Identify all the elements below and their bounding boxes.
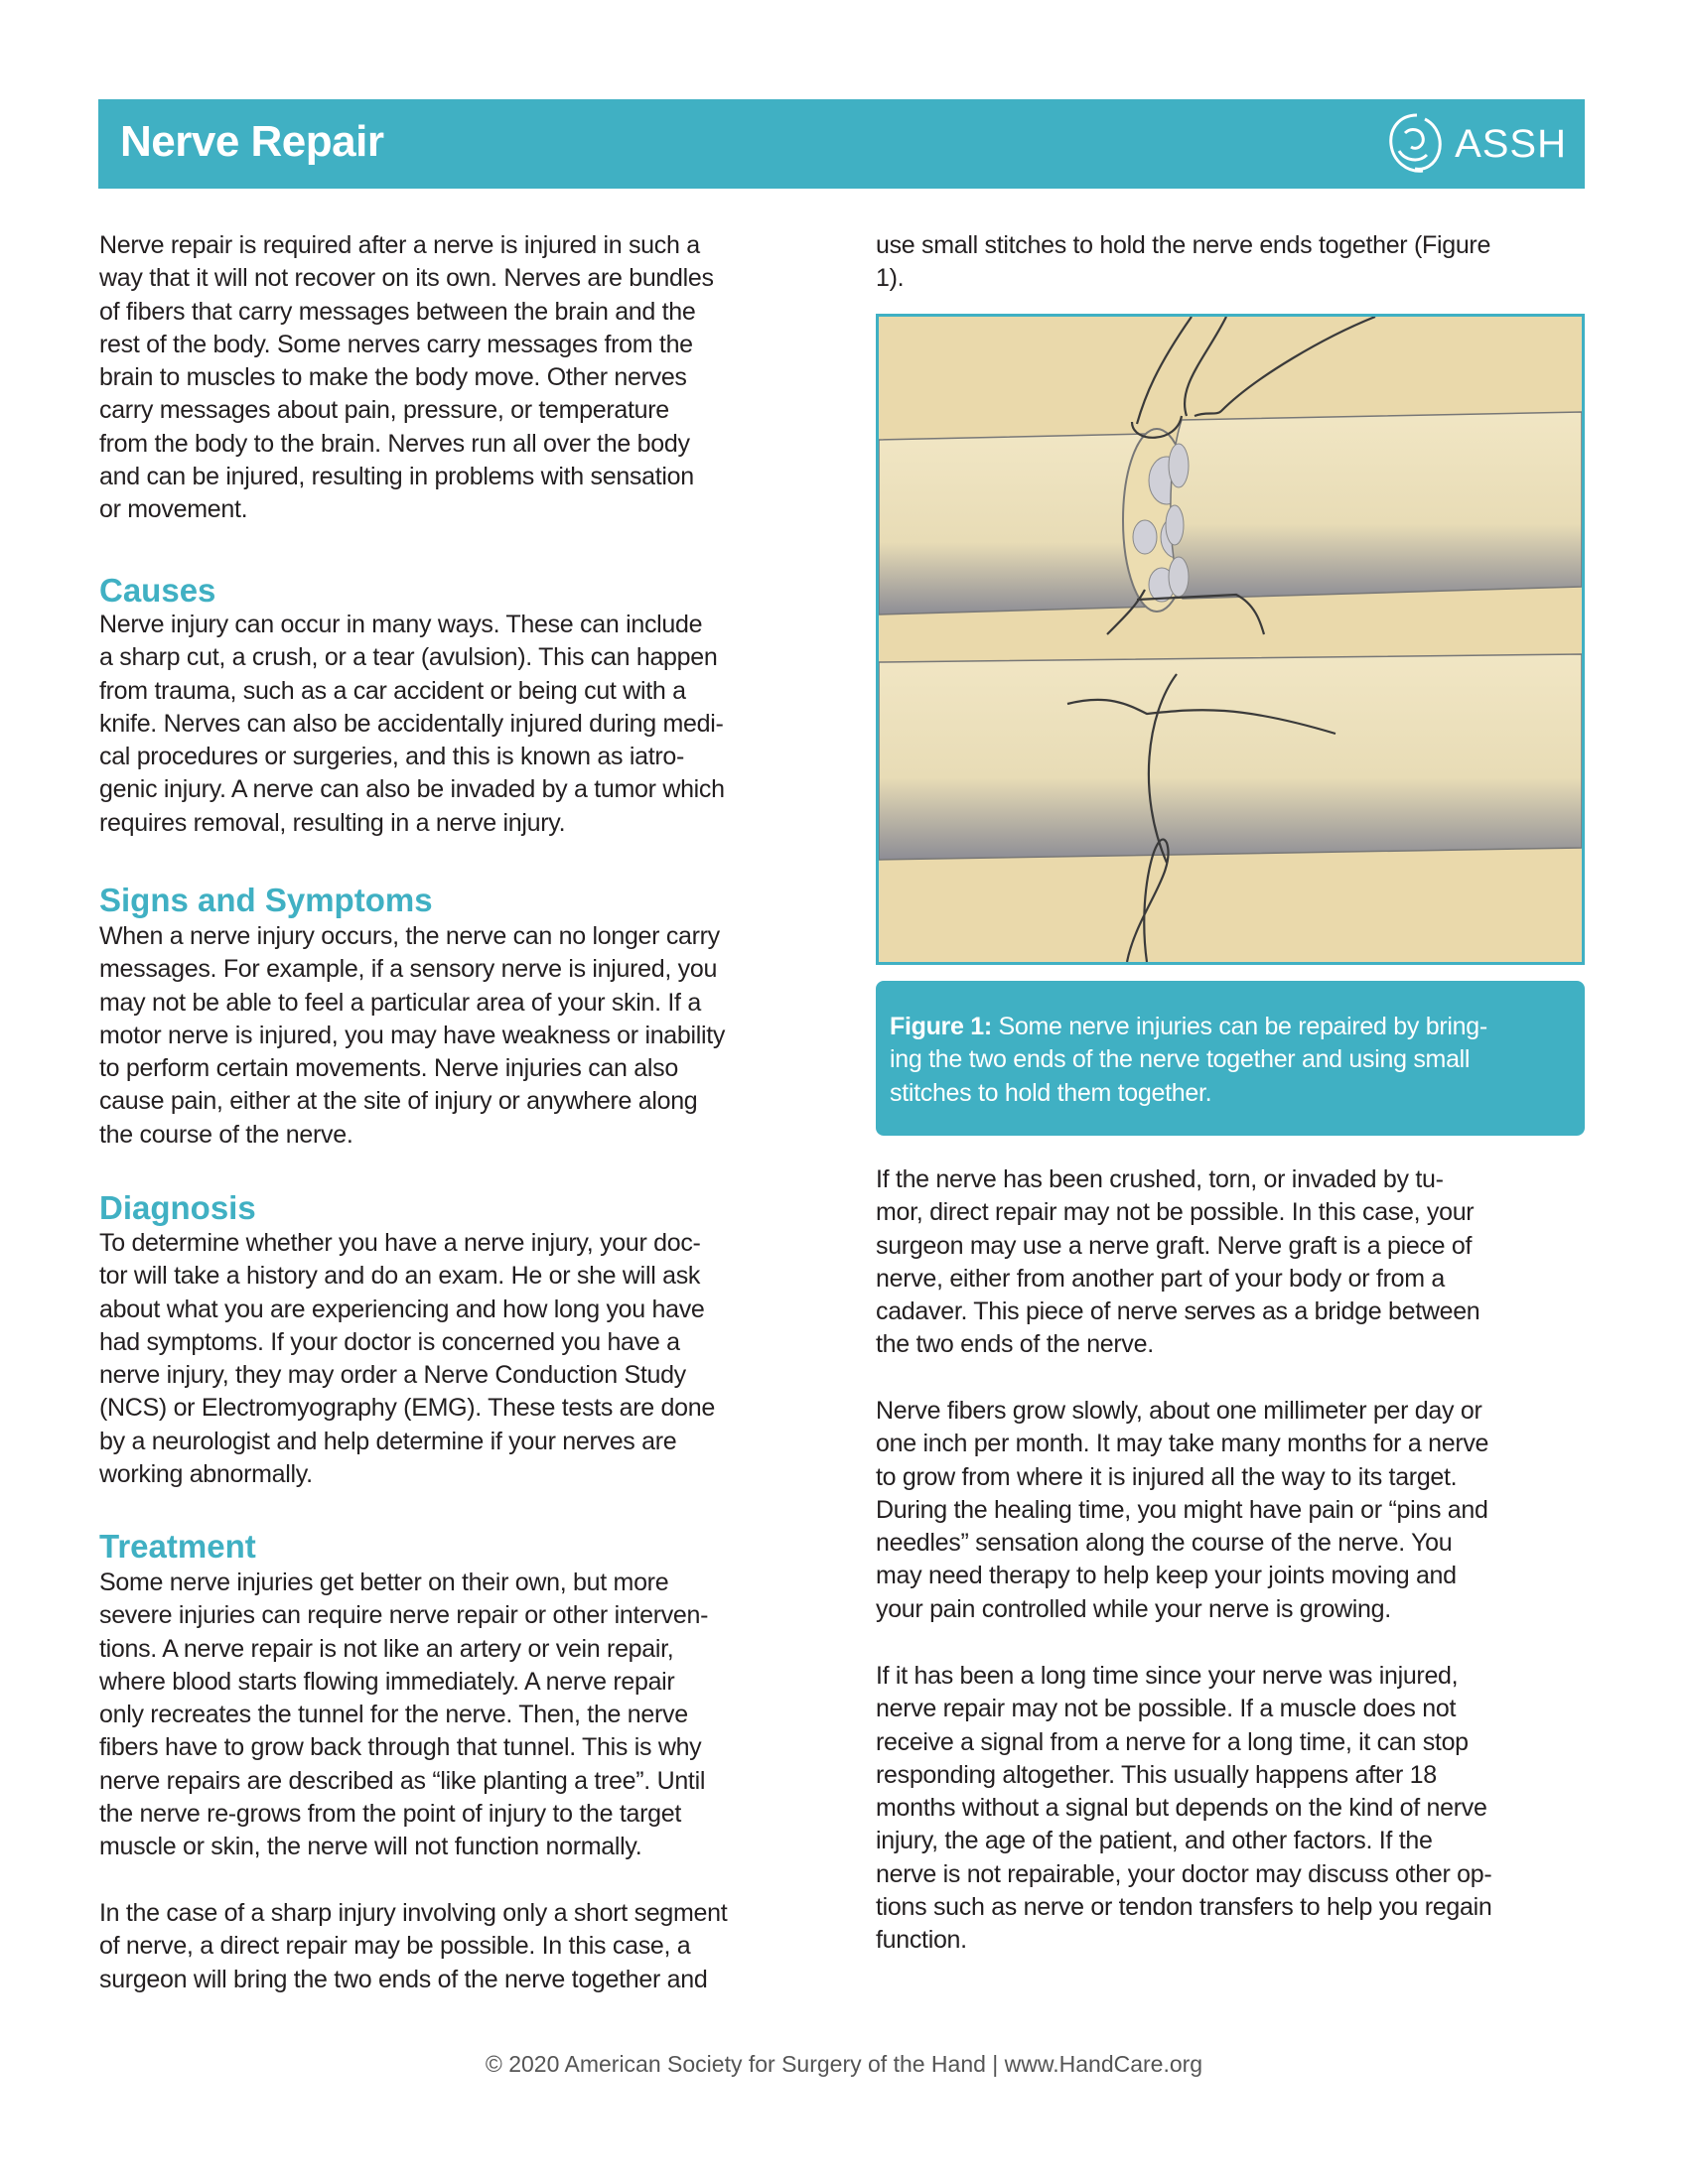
- text-line: severe injuries can require nerve repair or other interven-: [99, 1601, 709, 1630]
- text-line: or movement.: [99, 495, 248, 524]
- text-line: responding altogether. This usually happens after 18: [876, 1760, 1437, 1789]
- causes-paragraph: [99, 609, 725, 840]
- text-line: nerve, either from another part of your body or from a: [876, 1264, 1445, 1293]
- assh-swirl-icon: [1385, 111, 1449, 177]
- text-line: When a nerve injury occurs, the nerve can no longer carry: [99, 922, 720, 950]
- text-line: from the body to the brain. Nerves run all over the body: [99, 429, 690, 458]
- text-line: working abnormally.: [99, 1460, 313, 1489]
- text-line: the nerve re-grows from the point of injury to the target: [99, 1800, 681, 1829]
- nerve-left-end: [879, 434, 1155, 614]
- text-line: and can be injured, resulting in problems with sensation: [99, 463, 694, 491]
- text-line: tions such as nerve or tendon transfers to help you regain: [876, 1893, 1492, 1922]
- text-line: your pain controlled while your nerve is growing.: [876, 1594, 1391, 1623]
- heading-signs-symptoms: Signs and Symptoms: [99, 882, 433, 918]
- text-line: nerve repair may not be possible. If a muscle does not: [876, 1695, 1457, 1723]
- text-line: genic injury. A nerve can also be invaded by a tumor which: [99, 775, 725, 804]
- sutures: [1067, 317, 1375, 962]
- caption-line: ing the two ends of the nerve together and using small: [890, 1045, 1471, 1074]
- page-title: Nerve Repair: [120, 117, 384, 166]
- text-line: one inch per month. It may take many months for a nerve: [876, 1430, 1489, 1458]
- text-line: use small stitches to hold the nerve ends together (Figure: [876, 231, 1491, 259]
- text-line: had symptoms. If your doctor is concerned you have a: [99, 1327, 680, 1356]
- text-line: mor, direct repair may not be possible. In this case, your: [876, 1198, 1475, 1227]
- text-line: motor nerve is injured, you may have weakness or inability: [99, 1021, 726, 1049]
- text-line: receive a signal from a nerve for a long time, it can stop: [876, 1727, 1469, 1756]
- text-line: by a neurologist and help determine if your nerves are: [99, 1427, 677, 1455]
- treatment-paragraph: [99, 1567, 708, 1864]
- nerve-repaired: [879, 654, 1582, 860]
- text-line: nerve injury, they may order a Nerve Conduction Study: [99, 1361, 686, 1390]
- footer-copyright: © 2020 American Society for Surgery of the Hand | www.HandCare.org: [485, 2051, 1203, 2077]
- heading-causes: Causes: [99, 572, 216, 609]
- text-line: rest of the body. Some nerves carry messages from the: [99, 330, 693, 358]
- text-line: from trauma, such as a car accident or being cut with a: [99, 676, 686, 705]
- text-line: In the case of a sharp injury involving only a short segment: [99, 1899, 728, 1927]
- text-line: to grow from where it is injured all the way to its target.: [876, 1462, 1458, 1491]
- long-time-paragraph: [876, 1660, 1491, 1958]
- text-line: a sharp cut, a crush, or a tear (avulsion). This can happen: [99, 643, 718, 672]
- caption-line: Some nerve injuries can be repaired by bring-: [991, 1013, 1487, 1040]
- diagnosis-paragraph: [99, 1227, 715, 1491]
- treatment-paragraph-2: [99, 1897, 727, 1996]
- text-line: fibers have to grow back through that tunnel. This is why: [99, 1733, 702, 1762]
- text-line: surgeon may use a nerve graft. Nerve graft is a piece of: [876, 1231, 1473, 1260]
- text-line: nerve is not repairable, your doctor may discuss other op-: [876, 1859, 1492, 1888]
- intro-paragraph: [99, 229, 714, 527]
- text-line: Some nerve injuries get better on their own, but more: [99, 1569, 669, 1596]
- text-line: messages. For example, if a sensory nerve is injured, you: [99, 955, 718, 984]
- text-line: cal procedures or surgeries, and this is known as iatro-: [99, 743, 685, 771]
- text-line: tor will take a history and do an exam. He or she will ask: [99, 1262, 701, 1291]
- text-line: carry messages about pain, pressure, or temperature: [99, 396, 669, 425]
- text-line: Nerve injury can occur in many ways. These can include: [99, 611, 703, 638]
- text-line: To determine whether you have a nerve injury, your doc-: [99, 1229, 701, 1257]
- nerve-graft-paragraph: [876, 1163, 1479, 1362]
- text-line: If it has been a long time since your nerve was injured,: [876, 1662, 1459, 1690]
- text-line: (NCS) or Electromyography (EMG). These tests are done: [99, 1394, 715, 1423]
- text-line: During the healing time, you might have pain or “pins and: [876, 1495, 1488, 1524]
- caption-line: stitches to hold them together.: [890, 1078, 1212, 1107]
- text-line: cadaver. This piece of nerve serves as a bridge between: [876, 1297, 1480, 1326]
- text-line: requires removal, resulting in a nerve injury.: [99, 808, 566, 837]
- treatment-continued: [876, 229, 1490, 296]
- text-line: way that it will not recover on its own. Nerves are bundles: [99, 264, 714, 293]
- text-line: brain to muscles to make the body move. Other nerves: [99, 363, 687, 392]
- text-line: where blood starts flowing immediately. A nerve repair: [99, 1667, 675, 1696]
- text-line: may not be able to feel a particular area of your skin. If a: [99, 988, 701, 1017]
- heading-treatment: Treatment: [99, 1528, 256, 1565]
- text-line: needles” sensation along the course of the nerve. You: [876, 1529, 1453, 1558]
- text-line: the two ends of the nerve.: [876, 1330, 1154, 1359]
- text-line: months without a signal but depends on the kind of nerve: [876, 1794, 1487, 1823]
- caption-label: Figure 1:: [890, 1013, 992, 1040]
- text-line: surgeon will bring the two ends of the nerve together and: [99, 1965, 708, 1993]
- caption-text: [890, 1011, 1487, 1110]
- nerve-right-end: [1171, 412, 1582, 599]
- text-line: the course of the nerve.: [99, 1120, 353, 1149]
- text-line: nerve repairs are described as “like planting a tree”. Until: [99, 1766, 706, 1795]
- figure-nerve-repair-illustration: [876, 314, 1585, 965]
- nerve-growth-paragraph: [876, 1395, 1488, 1626]
- text-line: knife. Nerves can also be accidentally injured during medi-: [99, 709, 724, 738]
- text-line: function.: [876, 1926, 967, 1955]
- heading-diagnosis: Diagnosis: [99, 1189, 256, 1226]
- header-banner: [98, 99, 1585, 189]
- text-line: tions. A nerve repair is not like an artery or vein repair,: [99, 1634, 674, 1663]
- text-line: may need therapy to help keep your joints moving and: [876, 1562, 1457, 1590]
- text-line: 1).: [876, 264, 905, 293]
- text-line: If the nerve has been crushed, torn, or invaded by tu-: [876, 1165, 1444, 1193]
- figure-caption: [876, 981, 1585, 1136]
- text-line: about what you are experiencing and how long you have: [99, 1295, 705, 1323]
- text-line: muscle or skin, the nerve will not function normally.: [99, 1833, 642, 1861]
- text-line: of fibers that carry messages between the brain and the: [99, 297, 696, 326]
- text-line: Nerve repair is required after a nerve is injured in such a: [99, 231, 700, 259]
- text-line: to perform certain movements. Nerve injuries can also: [99, 1054, 678, 1083]
- signs-paragraph: [99, 920, 725, 1152]
- text-line: Nerve fibers grow slowly, about one millimeter per day or: [876, 1397, 1482, 1425]
- text-line: of nerve, a direct repair may be possible. In this case, a: [99, 1932, 691, 1961]
- text-line: cause pain, either at the site of injury or anywhere along: [99, 1087, 698, 1116]
- assh-logo: [1385, 109, 1567, 179]
- logo-text: ASSH: [1455, 121, 1567, 166]
- text-line: only recreates the tunnel for the nerve. Then, the nerve: [99, 1701, 688, 1729]
- text-line: injury, the age of the patient, and other factors. If the: [876, 1827, 1433, 1855]
